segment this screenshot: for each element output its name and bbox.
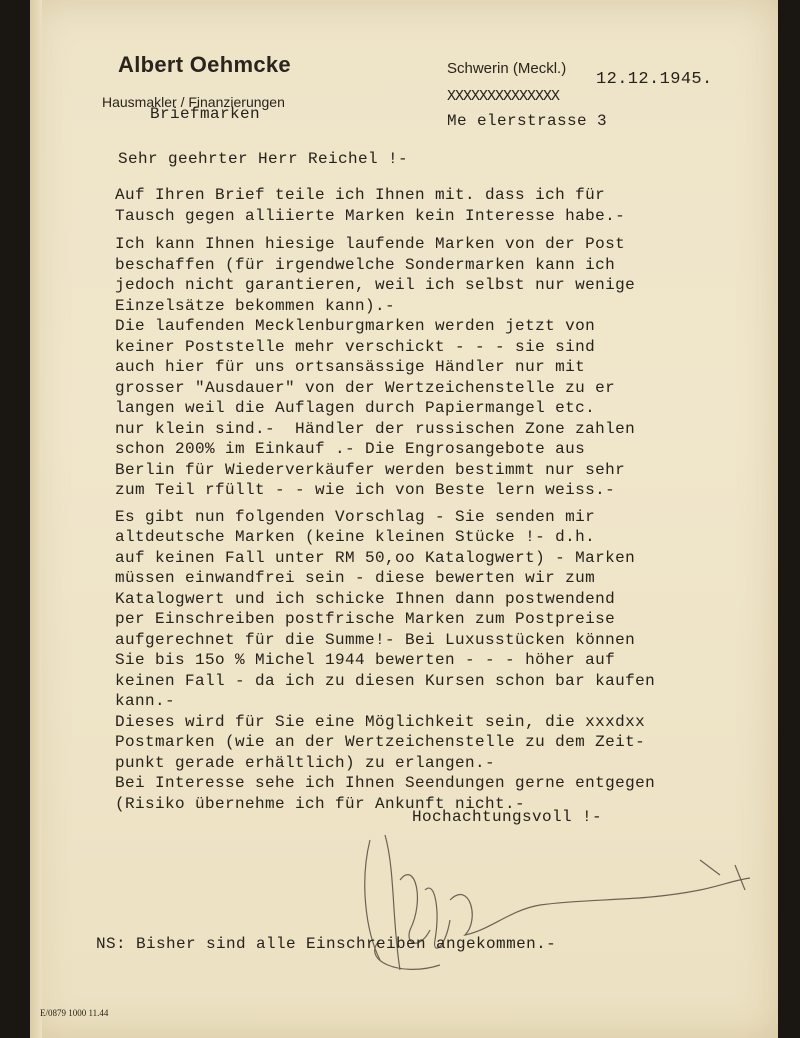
body-line: punkt gerade erhältlich) zu erlangen.- — [115, 753, 496, 772]
body-line: kann.- — [115, 692, 176, 710]
body-line: Sie bis 15o % Michel 1944 bewerten - - - höher auf — [115, 651, 616, 669]
body-line: altdeutsche Marken (keine kleinen Stücke !- d.h. — [115, 528, 596, 546]
body-line: jedoch nicht garantieren, weil ich selbst nur wenige — [115, 276, 636, 294]
body-line: grosser "Ausdauer" von der Wertzeichenstelle zu er — [115, 378, 616, 397]
body-line: (Risiko übernehme ich für Ankunft nicht.- — [115, 794, 526, 813]
body-line: auf keinen Fall unter RM 50,oo Katalogwert) - Marken — [115, 548, 636, 567]
body-line: per Einschreiben postfrische Marken zum Postpreise — [115, 610, 616, 628]
body-line: Einzelsätze bekommen kann).- — [115, 296, 396, 315]
body-line: Die laufenden Mecklenburgmarken werden jetzt von — [115, 317, 596, 335]
body-line: Es gibt nun folgenden Vorschlag - Sie senden mir — [115, 507, 596, 526]
salutation: Sehr geehrter Herr Reichel !- — [118, 150, 409, 168]
body-line: Berlin für Wiederverkäufer werden bestimmt nur sehr — [115, 460, 626, 479]
body-line: keinen Fall - da ich zu diesen Kursen schon bar kaufen — [115, 671, 656, 690]
form-code: E/0879 1000 11.44 — [40, 1008, 109, 1018]
letter-date: 12.12.1945. — [596, 70, 713, 89]
body-line: Auf Ihren Brief teile ich Ihnen mit. dass ich für — [115, 186, 606, 204]
body-line: beschaffen (für irgendwelche Sondermarken kann ich — [115, 255, 616, 274]
handwritten-signature — [340, 820, 770, 980]
body-line: schon 200% im Einkauf .- Die Engrosangebote aus — [115, 440, 586, 458]
sender-name: Albert Oehmcke — [118, 52, 291, 77]
body-line: Ich kann Ihnen hiesige laufende Marken von der Post — [115, 235, 626, 253]
struck-out-text: XXXXXXXXXXXXXX — [447, 88, 560, 105]
postscript: NS: Bisher sind alle Einschreiben angekommen.- — [96, 935, 557, 953]
body-line: aufgerechnet für die Summe!- Bei Luxusstücken können — [115, 630, 636, 649]
sender-business: Hausmakler / Finanzierungen — [102, 94, 285, 110]
body-line: Dieses wird für Sie eine Möglichkeit sein, die xxxdxx — [115, 712, 646, 731]
body-line: müssen einwandfrei sein - diese bewerten wir zum — [115, 569, 596, 587]
letterhead-city: Schwerin (Meckl.) — [447, 60, 567, 77]
body-line: auch hier für uns ortsansässige Händler nur mit — [115, 358, 586, 376]
body-line: keiner Poststelle mehr verschickt - - - sie sind — [115, 337, 596, 356]
street-address: Me elerstrasse 3 — [447, 112, 608, 130]
body-line: Tausch gegen alliierte Marken kein Interesse habe.- — [115, 206, 626, 225]
body-line: nur klein sind.- Händler der russischen Zone zahlen — [115, 419, 636, 438]
body-line: zum Teil rfüllt - - wie ich von Beste lern weiss.- — [115, 481, 616, 499]
body-line: Katalogwert und ich schicke Ihnen dann postwendend — [115, 589, 616, 608]
body-line: langen weil die Auflagen durch Papiermangel etc. — [115, 399, 596, 417]
sender-stamps-line: Briefmarken — [150, 105, 261, 123]
body-line: Bei Interesse sehe ich Ihnen Seendungen gerne entgegen — [115, 774, 656, 792]
closing: Hochachtungsvoll !- — [412, 808, 603, 826]
paper-edge — [30, 0, 42, 1038]
body-line: Postmarken (wie an der Wertzeichenstelle zu dem Zeit- — [115, 733, 646, 751]
